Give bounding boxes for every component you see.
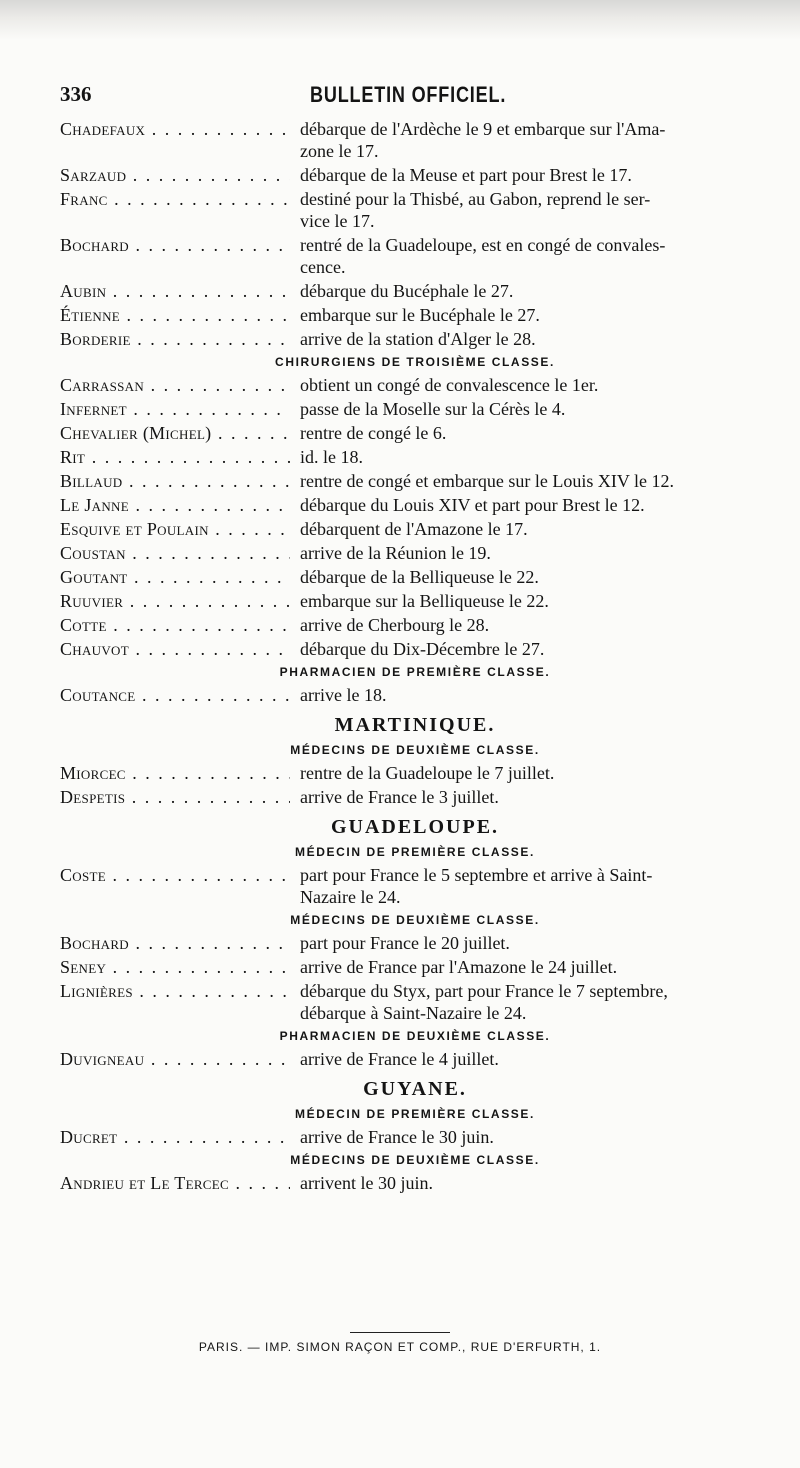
movement-detail: débarque du Louis XIV et part pour Brest le 12. bbox=[300, 495, 645, 515]
movement-detail: arrive de la station d'Alger le 28. bbox=[300, 329, 536, 349]
movement-detail: Nazaire le 24. bbox=[300, 887, 401, 907]
movement-detail: destiné pour la Thisbé, au Gabon, reprend le ser- bbox=[300, 189, 651, 209]
rank-subheading: MÉDECINS DE DEUXIÈME CLASSE. bbox=[290, 1153, 540, 1167]
movement-detail: part pour France le 20 juillet. bbox=[300, 933, 510, 953]
personnel-entry bbox=[60, 328, 770, 350]
personnel-entry bbox=[60, 614, 770, 636]
movement-detail: arrive de la Réunion le 19. bbox=[300, 543, 491, 563]
rank-subheading: MÉDECINS DE DEUXIÈME CLASSE. bbox=[290, 913, 540, 927]
personnel-entry bbox=[60, 188, 770, 232]
movement-detail: obtient un congé de convalescence le 1er. bbox=[300, 375, 599, 395]
movement-detail: arrivent le 30 juin. bbox=[300, 1173, 433, 1193]
officer-name: Billaud . . . bbox=[60, 470, 290, 492]
movement-detail: rentre de congé et embarque sur le Louis XIV le 12. bbox=[300, 471, 675, 491]
section bbox=[60, 712, 770, 808]
movement-detail: débarque du Dix-Décembre le 27. bbox=[300, 639, 545, 659]
movement-detail: embarque sur la Belliqueuse le 22. bbox=[300, 591, 549, 611]
officer-name: Duvigneau . . . bbox=[60, 1048, 290, 1070]
personnel-entry bbox=[60, 494, 770, 516]
section bbox=[60, 912, 770, 1024]
movement-detail: débarquent de l'Amazone le 17. bbox=[300, 519, 528, 539]
personnel-entry bbox=[60, 566, 770, 588]
section-title: MARTINIQUE. bbox=[334, 714, 496, 736]
movement-detail: arrive de France le 4 juillet. bbox=[300, 1049, 499, 1069]
officer-name: Andrieu et Le Tercec . . . bbox=[60, 1172, 290, 1194]
movement-detail: débarque de l'Ardèche le 9 et embarque sur l'Ama- bbox=[300, 119, 666, 139]
section bbox=[60, 354, 770, 660]
personnel-entry bbox=[60, 638, 770, 660]
movement-detail: id. le 18. bbox=[300, 447, 363, 467]
personnel-entry bbox=[60, 542, 770, 564]
running-head: BULLETIN OFFICIEL. bbox=[310, 82, 507, 107]
movement-detail: arrive de France le 3 juillet. bbox=[300, 787, 499, 807]
officer-name: Esquive et Poulain . . . bbox=[60, 518, 290, 540]
rank-subheading: MÉDECIN DE PREMIÈRE CLASSE. bbox=[295, 1107, 535, 1121]
officer-name: Le Janne . . . bbox=[60, 494, 290, 516]
section-title: GUADELOUPE. bbox=[330, 816, 500, 838]
movement-detail: embarque sur le Bucéphale le 27. bbox=[300, 305, 540, 325]
movement-detail: part pour France le 5 septembre et arrive à Saint- bbox=[300, 865, 653, 885]
officer-name: Sarzaud . . . bbox=[60, 164, 290, 186]
officer-name: Chauvot . . . bbox=[60, 638, 290, 660]
movement-detail: débarque du Styx, part pour France le 7 septembre, bbox=[300, 981, 668, 1001]
officer-name: Carrassan . . . bbox=[60, 374, 290, 396]
rank-subheading: PHARMACIEN DE DEUXIÈME CLASSE. bbox=[279, 1029, 551, 1043]
personnel-entry bbox=[60, 118, 770, 162]
movement-detail: débarque à Saint-Nazaire le 24. bbox=[300, 1003, 527, 1023]
personnel-entry bbox=[60, 234, 770, 278]
officer-name: Chadefaux . . . bbox=[60, 118, 290, 140]
officer-name: Infernet . . . bbox=[60, 398, 290, 420]
section bbox=[60, 118, 770, 350]
section bbox=[60, 1152, 770, 1194]
movement-detail: passe de la Moselle sur la Cérès le 4. bbox=[300, 399, 566, 419]
movement-detail: rentré de la Guadeloupe, est en congé de convales- bbox=[300, 235, 666, 255]
movement-detail: cence. bbox=[300, 257, 346, 277]
page-body bbox=[60, 118, 770, 1196]
personnel-entry bbox=[60, 1126, 770, 1148]
officer-name: Lignières . . . bbox=[60, 980, 290, 1002]
movement-detail: arrive le 18. bbox=[300, 685, 387, 705]
footer-rule bbox=[350, 1332, 450, 1333]
officer-name: Seney . . . bbox=[60, 956, 290, 978]
movement-detail: arrive de France le 30 juin. bbox=[300, 1127, 494, 1147]
officer-name: Franc . . . bbox=[60, 188, 290, 210]
officer-name: Borderie . . . bbox=[60, 328, 290, 350]
officer-name: Coustan . . . bbox=[60, 542, 290, 564]
page-number: 336 bbox=[60, 82, 92, 106]
officer-name: Étienne . . . bbox=[60, 304, 290, 326]
personnel-entry bbox=[60, 786, 770, 808]
movement-detail: rentre de congé le 6. bbox=[300, 423, 447, 443]
personnel-entry bbox=[60, 398, 770, 420]
personnel-entry bbox=[60, 518, 770, 540]
section bbox=[60, 1028, 770, 1070]
section-title: GUYANE. bbox=[363, 1078, 467, 1100]
officer-name: Coste . . . bbox=[60, 864, 290, 886]
officer-name: Bochard . . . bbox=[60, 234, 290, 256]
personnel-entry bbox=[60, 446, 770, 468]
personnel-entry bbox=[60, 684, 770, 706]
officer-name: Aubin . . . bbox=[60, 280, 290, 302]
section bbox=[60, 814, 770, 908]
officer-name: Bochard . . . bbox=[60, 932, 290, 954]
personnel-entry bbox=[60, 470, 770, 492]
personnel-entry bbox=[60, 762, 770, 784]
officer-name: Coutance . . . bbox=[60, 684, 290, 706]
movement-detail: arrive de France par l'Amazone le 24 juillet. bbox=[300, 957, 618, 977]
section bbox=[60, 664, 770, 706]
rank-subheading: CHIRURGIENS DE TROISIÈME CLASSE. bbox=[275, 355, 555, 369]
officer-name: Cotte . . . bbox=[60, 614, 290, 636]
personnel-entry bbox=[60, 164, 770, 186]
movement-detail: débarque de la Belliqueuse le 22. bbox=[300, 567, 539, 587]
officer-name: Ruuvier . . . bbox=[60, 590, 290, 612]
rank-subheading: MÉDECINS DE DEUXIÈME CLASSE. bbox=[290, 743, 540, 757]
personnel-entry bbox=[60, 1048, 770, 1070]
printer-imprint: PARIS. — IMP. SIMON RAÇON ET COMP., RUE D'ERFURTH, 1. bbox=[198, 1340, 602, 1354]
movement-detail: rentre de la Guadeloupe le 7 juillet. bbox=[300, 763, 555, 783]
officer-name: Ducret . . . bbox=[60, 1126, 290, 1148]
officer-name: Chevalier (Michel) . . . bbox=[60, 422, 290, 444]
personnel-entry bbox=[60, 932, 770, 954]
page-header bbox=[60, 82, 760, 112]
personnel-entry bbox=[60, 590, 770, 612]
personnel-entry bbox=[60, 864, 770, 908]
personnel-entry bbox=[60, 304, 770, 326]
rank-subheading: MÉDECIN DE PREMIÈRE CLASSE. bbox=[295, 845, 535, 859]
movement-detail: débarque de la Meuse et part pour Brest le 17. bbox=[300, 165, 632, 185]
officer-name: Goutant . . . bbox=[60, 566, 290, 588]
officer-name: Miorcec . . . bbox=[60, 762, 290, 784]
rank-subheading: PHARMACIEN DE PREMIÈRE CLASSE. bbox=[279, 665, 551, 679]
personnel-entry bbox=[60, 374, 770, 396]
movement-detail: vice le 17. bbox=[300, 211, 375, 231]
movement-detail: arrive de Cherbourg le 28. bbox=[300, 615, 490, 635]
personnel-entry bbox=[60, 1172, 770, 1194]
personnel-entry bbox=[60, 422, 770, 444]
personnel-entry bbox=[60, 980, 770, 1024]
scan-shadow bbox=[0, 0, 800, 40]
personnel-entry bbox=[60, 956, 770, 978]
movement-detail: débarque du Bucéphale le 27. bbox=[300, 281, 514, 301]
officer-name: Despetis . . . bbox=[60, 786, 290, 808]
personnel-entry bbox=[60, 280, 770, 302]
officer-name: Rit . . . bbox=[60, 446, 290, 468]
movement-detail: zone le 17. bbox=[300, 141, 379, 161]
section bbox=[60, 1076, 770, 1148]
